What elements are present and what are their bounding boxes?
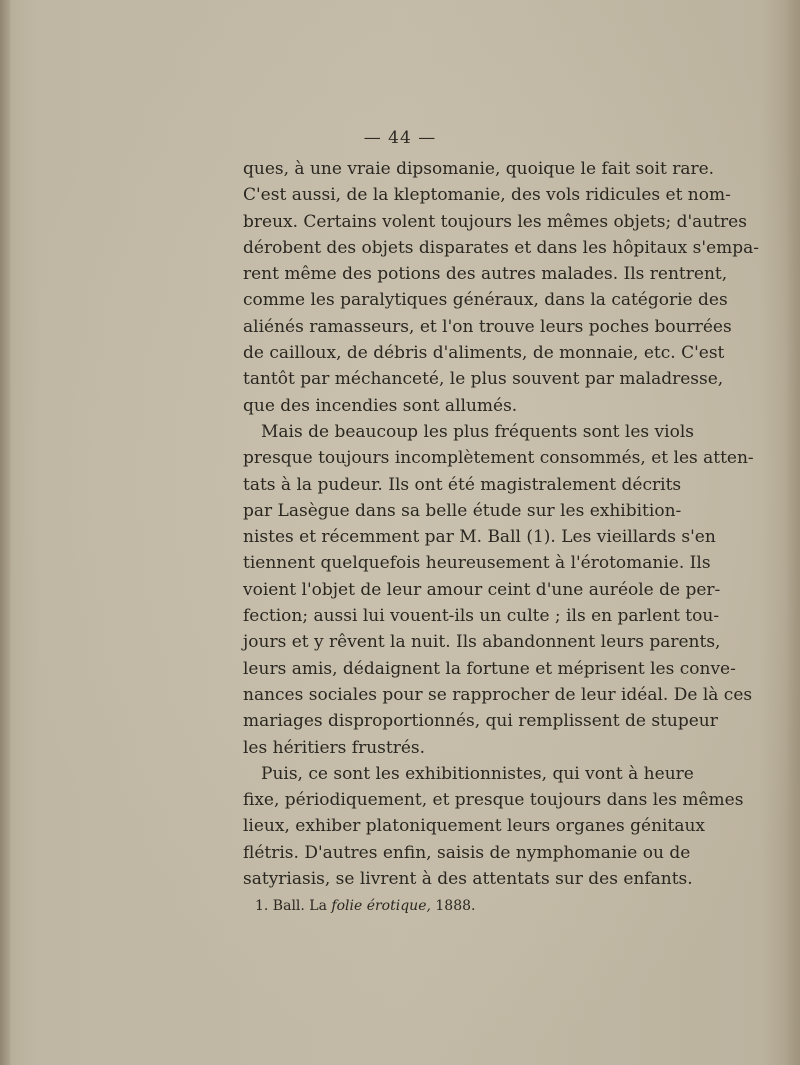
text-line: C'est aussi, de la kleptomanie, des vols ridicules et nom- bbox=[243, 185, 731, 206]
text-line: comme les paralytiques généraux, dans la catégorie des bbox=[243, 290, 728, 311]
text-line: tats à la pudeur. Ils ont été magistralement décrits bbox=[243, 474, 682, 495]
footnote-prefix: 1. Ball. La bbox=[255, 898, 332, 914]
footnote bbox=[255, 898, 475, 914]
text-line: que des incendies sont allumés. bbox=[243, 395, 518, 416]
page-left-edge bbox=[0, 0, 10, 1065]
text-line: par Lasègue dans sa belle étude sur les exhibition- bbox=[243, 500, 682, 521]
footnote-suffix: 1888. bbox=[430, 898, 476, 914]
footnote-title: folie érotique, bbox=[331, 898, 431, 914]
text-line: fixe, périodiquement, et presque toujours dans les mêmes bbox=[243, 790, 744, 811]
text-line: tantôt par méchanceté, le plus souvent par maladresse, bbox=[243, 369, 724, 390]
text-line: voient l'objet de leur amour ceint d'une auréole de per- bbox=[243, 579, 721, 600]
page-right-edge bbox=[786, 0, 800, 1065]
text-line: jours et y rêvent la nuit. Ils abandonnent leurs parents, bbox=[243, 632, 721, 653]
text-line: Mais de beaucoup les plus fréquents sont les viols bbox=[261, 421, 694, 442]
text-line: tiennent quelquefois heureusement à l'érotomanie. Ils bbox=[243, 553, 711, 574]
text-line: satyriasis, se livrent à des attentats sur des enfants. bbox=[243, 869, 693, 890]
page-number: — 44 — bbox=[363, 128, 437, 148]
text-line: nistes et récemment par M. Ball (1). Les vieillards s'en bbox=[243, 527, 716, 548]
text-line: flétris. D'autres enfin, saisis de nymphomanie ou de bbox=[243, 842, 691, 863]
text-line: de cailloux, de débris d'aliments, de monnaie, etc. C'est bbox=[243, 343, 725, 364]
text-line: lieux, exhiber platoniquement leurs organes génitaux bbox=[243, 816, 705, 837]
text-line: les héritiers frustrés. bbox=[243, 737, 426, 758]
text-line: ques, à une vraie dipsomanie, quoique le fait soit rare. bbox=[243, 159, 715, 179]
text-line: dérobent des objets disparates et dans les hôpitaux s'empa- bbox=[243, 237, 760, 258]
text-line: aliénés ramasseurs, et l'on trouve leurs poches bourrées bbox=[243, 316, 732, 337]
text-line: fection; aussi lui vouent-ils un culte ; ils en parlent tou- bbox=[243, 606, 720, 627]
text-line: presque toujours incomplètement consommés, et les atten- bbox=[243, 448, 754, 469]
text-line: breux. Certains volent toujours les mêmes objets; d'autres bbox=[243, 211, 747, 232]
text-line: Puis, ce sont les exhibitionnistes, qui vont à heure bbox=[261, 763, 694, 784]
body-text bbox=[243, 156, 760, 892]
text-line: nances sociales pour se rapprocher de leur idéal. De là ces bbox=[243, 684, 753, 705]
text-line: mariages disproportionnés, qui remplissent de stupeur bbox=[243, 711, 718, 732]
text-line: rent même des potions des autres malades. Ils rentrent, bbox=[243, 264, 728, 285]
text-line: leurs amis, dédaignent la fortune et méprisent les conve- bbox=[243, 658, 736, 679]
